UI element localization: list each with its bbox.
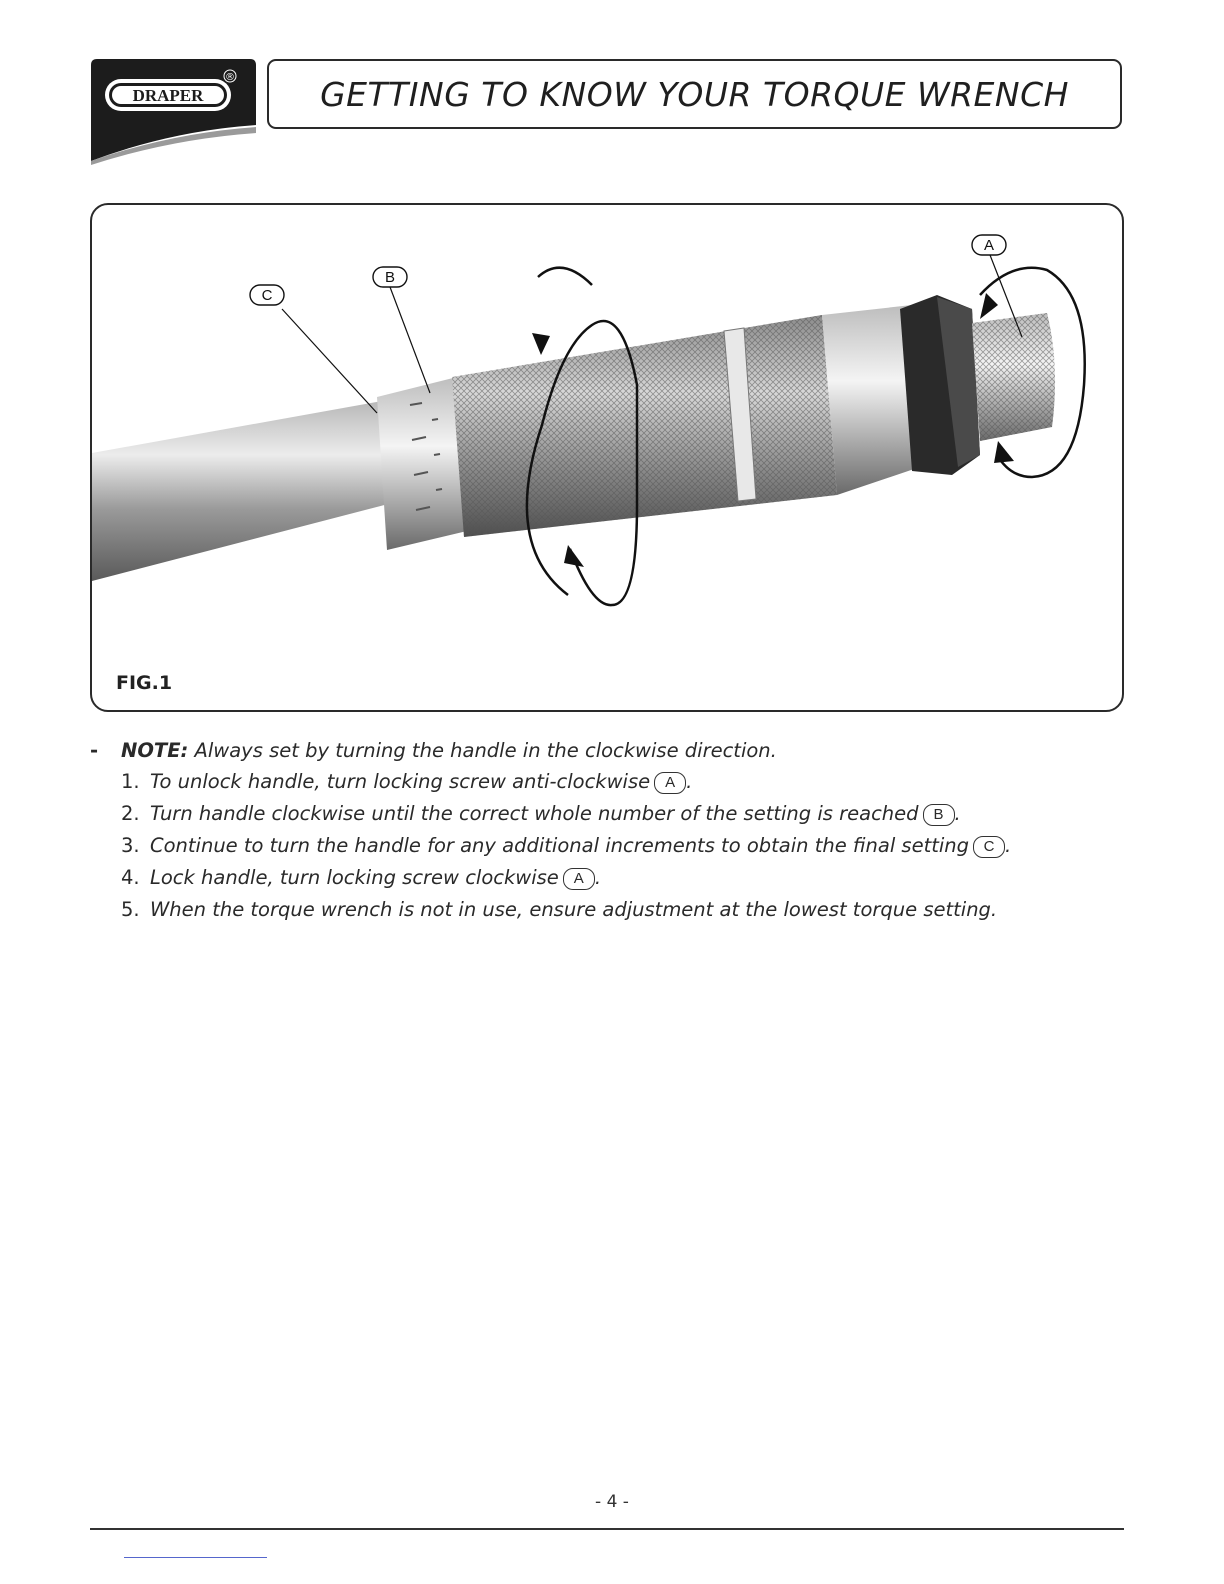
step-number: 4. (121, 866, 140, 889)
page-title-box (267, 59, 1122, 129)
arrow-head-handle-top (532, 333, 550, 355)
step-number: 5. (121, 898, 140, 921)
list-item (90, 894, 1130, 926)
note-dash: - (90, 739, 99, 762)
step-text (150, 862, 601, 894)
note-body (121, 736, 777, 766)
note-text: Always set by turning the handle in the clockwise direction. (194, 739, 777, 762)
wrench-shaft (92, 401, 392, 581)
step-callout: B (923, 804, 955, 826)
step-number: 2. (121, 802, 140, 825)
registered-mark: ® (225, 72, 235, 83)
callout-leader-b (390, 287, 430, 393)
callout-b (373, 267, 407, 287)
draper-logo (91, 59, 256, 165)
instructions (90, 736, 1130, 926)
list-item (90, 766, 1130, 798)
note-label: NOTE: (121, 739, 189, 762)
step-text-body: Continue to turn the handle for any additional increments to obtain the final setting (150, 834, 970, 857)
list-item (90, 830, 1130, 862)
brand-logo-tab (91, 59, 256, 165)
step-text-body: Lock handle, turn locking screw clockwise (150, 866, 559, 889)
step-end: . (954, 802, 961, 825)
step-text (150, 894, 997, 926)
step-text-body: When the torque wrench is not in use, ensure adjustment at the lowest torque setting. (150, 898, 998, 921)
step-end: . (594, 866, 602, 889)
brand-name: DRAPER (132, 86, 204, 105)
step-text (150, 830, 1011, 862)
step-callout: A (654, 772, 686, 794)
figure-label: FIG.1 (116, 672, 173, 694)
step-text-body: Turn handle clockwise until the correct whole number of the setting is reached (150, 802, 919, 825)
callout-leader-c (282, 309, 377, 413)
arrow-head-cap-top (980, 293, 998, 319)
callout-a (972, 235, 1006, 255)
step-text-body: To unlock handle, turn locking screw anti-clockwise (150, 770, 651, 793)
footer-divider (90, 1528, 1124, 1530)
footer-link-underline (124, 1557, 267, 1558)
step-number: 3. (121, 834, 140, 857)
figure-panel (90, 203, 1124, 712)
arrow-head-handle-bottom (564, 545, 584, 567)
arrow-head-cap-bottom (994, 441, 1014, 463)
callout-a-label: A (983, 237, 995, 254)
step-callout: A (563, 868, 595, 890)
note-row (90, 736, 1130, 766)
step-number: 1. (121, 770, 140, 793)
page-title: GETTING TO KNOW YOUR TORQUE WRENCH (320, 74, 1069, 114)
callout-b-label: B (384, 269, 396, 286)
step-text (150, 766, 692, 798)
torque-wrench-illustration (92, 205, 1124, 712)
step-end: . (1005, 834, 1012, 857)
step-text (150, 798, 961, 830)
list-item (90, 798, 1130, 830)
step-callout: C (973, 836, 1005, 858)
callout-c-label: C (261, 287, 273, 304)
page-number: - 4 - (595, 1492, 629, 1512)
list-item (90, 862, 1130, 894)
step-end: . (686, 770, 693, 793)
callout-c (250, 285, 284, 305)
scale-sleeve (377, 377, 467, 550)
